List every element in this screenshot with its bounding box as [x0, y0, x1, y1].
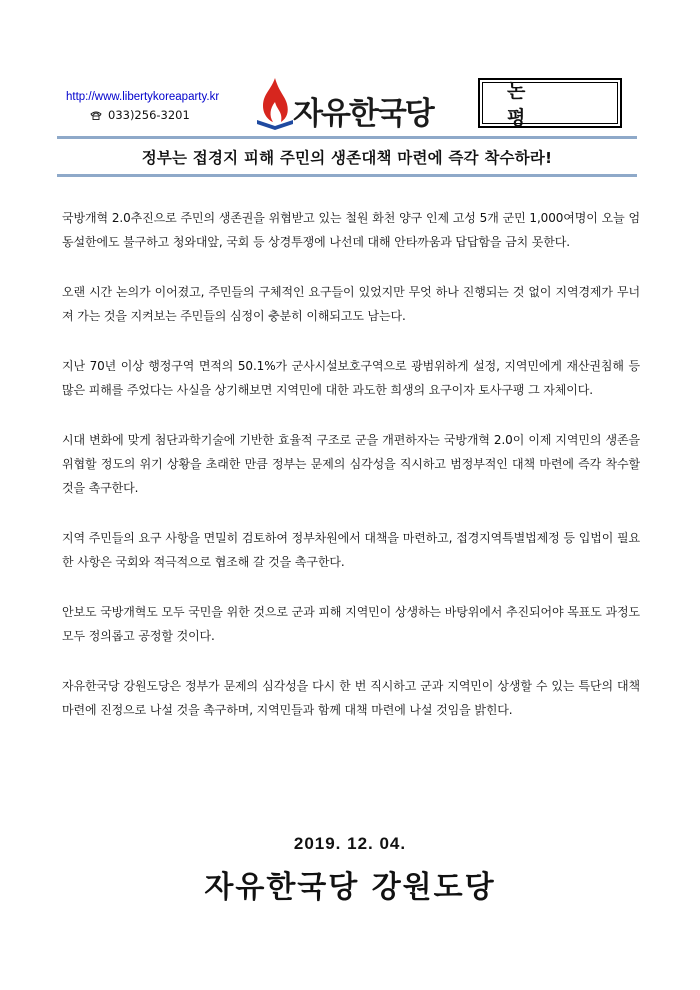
phone-line	[90, 107, 246, 124]
statement-body	[62, 206, 640, 748]
paragraph: 안보도 국방개혁도 모두 국민을 위한 것으로 군과 피해 지역민이 상생하는 바탕위에서 추진되어야 목표도 과정도 모두 정의롭고 공정할 것이다.	[62, 605, 640, 643]
website-link[interactable]: http://www.libertykoreaparty.kr	[66, 91, 220, 103]
telephone-icon	[90, 111, 102, 120]
paragraph: 지역 주민들의 요구 사항을 면밀히 검토하여 정부차원에서 대책을 마련하고, 접경지역특별법제정 등 입법이 필요한 사항은 국회와 적극적으로 협조해 갈 것을 촉구한다.	[62, 531, 640, 569]
headline: 정부는 접경지 피해 주민의 생존대책 마련에 즉각 착수하라!	[141, 149, 553, 167]
party-logo	[253, 76, 463, 132]
header-rule-bottom	[57, 174, 637, 177]
paragraph: 오랜 시간 논의가 이어졌고, 주민들의 구체적인 요구들이 있었지만 무엇 하나 진행되는 것 없이 지역경제가 무너져 가는 것을 지켜보는 주민들의 심정이 충분히 이해되고도 남는다.	[62, 285, 640, 323]
header-rule-top	[57, 136, 637, 139]
phone-number: 033)256-3201	[108, 108, 190, 122]
paragraph: 국방개혁 2.0추진으로 주민의 생존권을 위협받고 있는 철원 화천 양구 인제 고성 5개 군민 1,000여명이 오늘 엄동설한에도 불구하고 청와대앞, 국회 등 상경투쟁에 나선데 대해 안타까움과 답답함을 금치 못한다.	[62, 211, 640, 249]
badge-label: 논 평	[482, 82, 618, 124]
logo-text: 자유한국당	[293, 96, 433, 132]
contact-info	[66, 90, 246, 124]
paragraph: 시대 변화에 맞게 첨단과학기술에 기반한 효율적 구조로 군을 개편하자는 국방개혁 2.0이 이제 지역민의 생존을 위협할 정도의 위기 상황을 초래한 만큼 정부는 문제의 심각성을 직시하고 범정부적인 대책 마련에 즉각 착수할 것을 촉구한다.	[62, 433, 640, 495]
paragraph: 자유한국당 강원도당은 정부가 문제의 심각성을 다시 한 번 직시하고 군과 지역민이 상생할 수 있는 특단의 대책 마련에 진정으로 나설 것을 촉구하며, 지역민들과 함께 대책 마련에 나설 것임을 밝힌다.	[62, 679, 640, 717]
statement-badge	[478, 78, 622, 128]
statement-date: 2019. 12. 04.	[293, 834, 407, 853]
paragraph: 지난 70년 이상 행정구역 면적의 50.1%가 군사시설보호구역으로 광범위하게 설정, 지역민에게 재산권침해 등 많은 피해를 주었다는 사실을 상기해보면 지역민에 대한 과도한 희생의 요구이자 토사구팽 그 자체이다.	[62, 359, 640, 397]
signature: 자유한국당 강원도당	[204, 870, 496, 905]
torch-logo-icon	[253, 76, 297, 130]
